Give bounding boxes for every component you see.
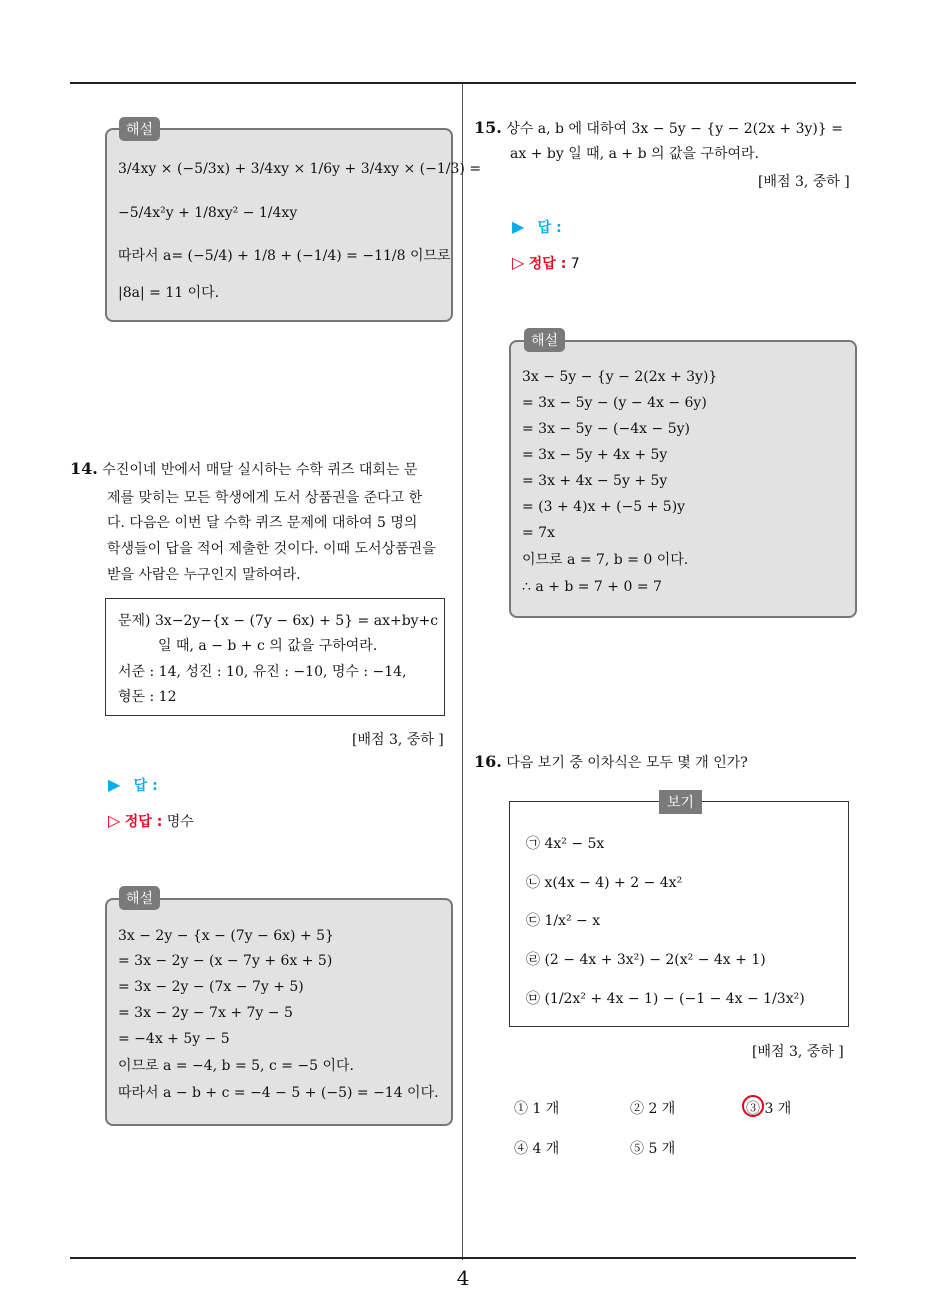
q16-bogi-item: ㉤ (1/2x² + 4x − 1) − (−1 − 4x − 1/3x²) [526,991,805,1007]
q16-choice-4[interactable]: ④ 4 개 [514,1141,560,1157]
q16-choice-3[interactable]: ③ 3 개 [746,1101,792,1117]
q15-solution-tag: 해설 [524,328,565,352]
q13-solution-line: |8a| = 11 이다. [118,285,220,301]
q14-solution-line: 따라서 a − b + c = −4 − 5 + (−5) = −14 이다. [118,1085,439,1101]
q14-score: [배점 3, 중하 ] [352,732,444,748]
q14-problem-line: 서준 : 14, 성진 : 10, 유진 : −10, 명수 : −14, [118,664,407,680]
q13-solution-line: −5/4x²y + 1/8xy² − 1/4xy [118,205,298,221]
q14-text-line: 다. 다음은 이번 달 수학 퀴즈 문제에 대하여 5 명의 [107,515,418,531]
page-number: 4 [456,1266,470,1290]
q15-solution-line: = 3x − 5y − (−4x − 5y) [522,421,690,437]
q15-solution-line: = 3x + 4x − 5y + 5y [522,473,668,489]
correct-triangle-icon: ▷ [108,811,121,830]
answer-triangle-icon: ▶ [108,775,121,794]
q14-solution-line: = 3x − 2y − 7x + 7y − 5 [118,1005,293,1021]
q16-number: 16. [474,752,502,771]
q14-problem-line: 형돈 : 12 [118,689,177,705]
q16-bogi-item: ㉢ 1/x² − x [526,913,601,929]
q16-choice-2[interactable]: ② 2 개 [630,1101,676,1117]
q15-text-line: ax + by 일 때, a + b 의 값을 구하여라. [510,146,760,162]
q13-solution-line: 3/4xy × (−5/3x) + 3/4xy × 1/6y + 3/4xy × (−1/3) = [118,161,482,177]
q14-text-line: 학생들이 답을 적어 제출한 것이다. 이때 도서상품권을 [107,541,436,557]
q14-text-line: 제를 맞히는 모든 학생에게 도서 상품권을 준다고 한 [107,490,423,506]
q15-solution-line: ∴ a + b = 7 + 0 = 7 [522,579,662,595]
q14-text [70,460,417,479]
q16-score: [배점 3, 중하 ] [752,1044,844,1060]
q14-solution-tag: 해설 [119,886,160,910]
q15-solution-line: = 7x [522,525,555,541]
answer-triangle-icon: ▶ [512,217,525,236]
q14-solution-line: = −4x + 5y − 5 [118,1031,230,1047]
q15-solution-line: 3x − 5y − {y − 2(2x + 3y)} [522,369,718,385]
bottom-rule [70,1257,856,1259]
q15-answer-row [512,217,562,237]
q15-solution-line: = 3x − 5y + 4x + 5y [522,447,668,463]
q14-solution-line: 이므로 a = −4, b = 5, c = −5 이다. [118,1058,354,1074]
q14-solution-line: = 3x − 2y − (7x − 7y + 5) [118,979,304,995]
q14-text-line: 수진이네 반에서 매달 실시하는 수학 퀴즈 대회는 문 [102,462,418,478]
q13-solution-line: 따라서 a= (−5/4) + 1/8 + (−1/4) = −11/8 이므로 [118,248,451,264]
q15-correct-value: 7 [570,256,580,272]
q16-bogi-item: ㉣ (2 − 4x + 3x²) − 2(x² − 4x + 1) [526,952,766,968]
q14-correct-value: 명수 [166,814,194,830]
q16-choice-1[interactable]: ① 1 개 [514,1101,560,1117]
q15-text-line: 상수 a, b 에 대하여 3x − 5y − {y − 2(2x + 3y)} = [506,121,843,137]
q14-correct-label: 정답 : [124,814,163,830]
q16-bogi-item: ㉠ 4x² − 5x [526,836,605,852]
q16-bogi-item: ㉡ x(4x − 4) + 2 − 4x² [526,875,683,891]
q14-solution-line: = 3x − 2y − (x − 7y + 6x + 5) [118,953,333,969]
q14-problem-line: 문제) 3x−2y−{x − (7y − 6x) + 5} = ax+by+c [118,613,439,629]
q14-solution-line: 3x − 2y − {x − (7y − 6x) + 5} [118,928,334,944]
q14-text-line: 받을 사람은 누구인지 말하여라. [107,567,301,583]
q14-problem-line: 일 때, a − b + c 의 값을 구하여라. [158,638,378,654]
q14-answer-label: 답 : [133,778,158,794]
q15-score: [배점 3, 중하 ] [758,174,850,190]
q15-answer-label: 답 : [537,220,562,236]
q14-number: 14. [70,459,98,478]
top-rule [70,82,856,84]
q16-text [474,753,748,772]
q16-bogi-tag: 보기 [659,790,702,814]
q16-question: 다음 보기 중 이차식은 모두 몇 개 인가? [506,755,748,771]
q13-solution-tag: 해설 [119,117,160,141]
q15-correct-row [512,253,580,273]
q15-correct-label: 정답 : [528,256,567,272]
q15-text [474,119,843,138]
q14-correct-row [108,811,194,831]
column-divider [462,84,463,1260]
q14-answer-row [108,775,158,795]
q15-solution-line: = (3 + 4)x + (−5 + 5)y [522,499,686,515]
q15-solution-line: = 3x − 5y − (y − 4x − 6y) [522,395,707,411]
correct-triangle-icon: ▷ [512,253,525,272]
q15-solution-line: 이므로 a = 7, b = 0 이다. [522,552,689,568]
q16-choice-5[interactable]: ⑤ 5 개 [630,1141,676,1157]
q15-number: 15. [474,118,502,137]
